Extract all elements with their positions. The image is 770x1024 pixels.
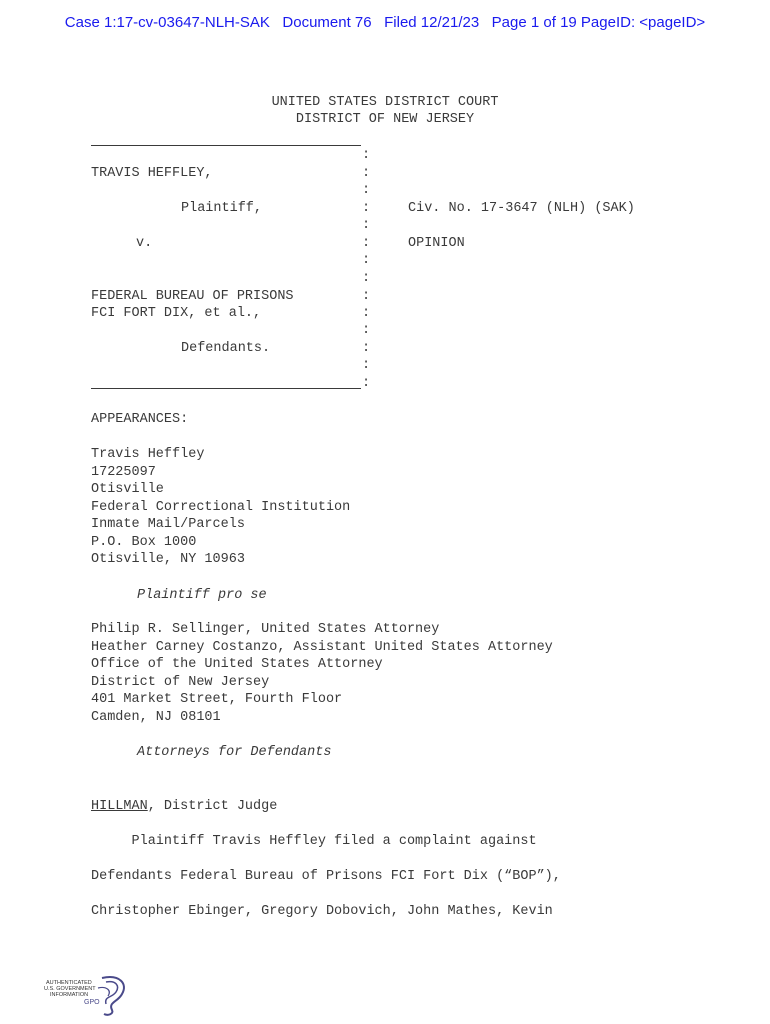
body-line: Defendants Federal Bureau of Prisons FCI Fort Dix (“BOP”), [91, 869, 561, 884]
caption-colon: : [362, 218, 371, 233]
plaintiff-role: Plaintiff, [181, 201, 263, 216]
defense-address-block [91, 621, 553, 726]
address-line: Office of the United States Attorney [91, 657, 383, 672]
address-line: Camden, NJ 08101 [91, 709, 221, 725]
caption-top-rule [91, 145, 361, 146]
caption-colon: : [362, 358, 371, 373]
address-line: Heather Carney Costanzo, Assistant United States Attorney [91, 639, 553, 655]
address-line: Otisville, NY 10963 [91, 552, 245, 567]
caption-colon: : [362, 376, 371, 391]
case-header: Case 1:17-cv-03647-NLH-SAK Document 76 Filed 12/21/23 Page 1 of 19 PageID: <pageID> [64, 14, 706, 31]
judge-line [91, 798, 277, 816]
plaintiff-role-label: Plaintiff pro se [137, 588, 267, 603]
caption-colon: : [362, 306, 371, 321]
caption-colon: : [362, 253, 371, 268]
address-line: Inmate Mail/Parcels [91, 517, 245, 532]
judge-title: , District Judge [147, 799, 278, 814]
address-line: Otisville [91, 482, 164, 497]
defendant-role: Defendants. [181, 341, 271, 356]
caption-colon: : [362, 236, 371, 251]
civil-number: Civ. No. 17-3647 (NLH) (SAK) [408, 201, 635, 216]
caption-colon: : [362, 271, 371, 286]
address-line: Philip R. Sellinger, United States Attorney [91, 622, 440, 637]
caption-colon: : [362, 201, 371, 216]
defendant-line-1: FEDERAL BUREAU OF PRISONS [91, 289, 294, 304]
court-district: DISTRICT OF NEW JERSEY [295, 112, 475, 127]
address-line: P.O. Box 1000 [91, 534, 197, 550]
appearances-heading: APPEARANCES: [91, 412, 189, 427]
gpo-authentication-seal [42, 972, 132, 1018]
plaintiff-name: TRAVIS HEFFLEY, [91, 166, 213, 181]
body-line: Plaintiff Travis Heffley filed a complaint against [91, 834, 537, 849]
document-type: OPINION [408, 236, 465, 251]
address-line: Federal Correctional Institution [91, 499, 351, 515]
caption-colon: : [362, 341, 371, 356]
address-line: 401 Market Street, Fourth Floor [91, 692, 343, 707]
defendant-line-2: FCI FORT DIX, et al., [91, 306, 262, 321]
address-line: District of New Jersey [91, 674, 270, 690]
seal-line: INFORMATION [50, 992, 89, 998]
seal-mark: GPO [84, 999, 100, 1006]
caption-bottom-rule [91, 388, 361, 389]
caption-colon: : [362, 289, 371, 304]
caption-colon: : [362, 166, 371, 181]
gpo-eagle-icon [42, 972, 132, 1018]
body-line: Christopher Ebinger, Gregory Dobovich, John Mathes, Kevin [91, 904, 553, 919]
plaintiff-address-block [91, 446, 350, 569]
defense-role-label: Attorneys for Defendants [137, 745, 332, 760]
seal-line: U.S. GOVERNMENT [44, 986, 96, 992]
seal-line: AUTHENTICATED [46, 980, 92, 986]
court-name: UNITED STATES DISTRICT COURT [271, 95, 499, 110]
caption-colon: : [362, 323, 371, 338]
caption-colon: : [362, 183, 371, 198]
caption-colon: : [362, 148, 371, 163]
address-line: Travis Heffley [91, 447, 205, 462]
versus: v. [136, 236, 153, 251]
address-line: 17225097 [91, 464, 156, 480]
judge-name: HILLMAN [91, 799, 148, 814]
